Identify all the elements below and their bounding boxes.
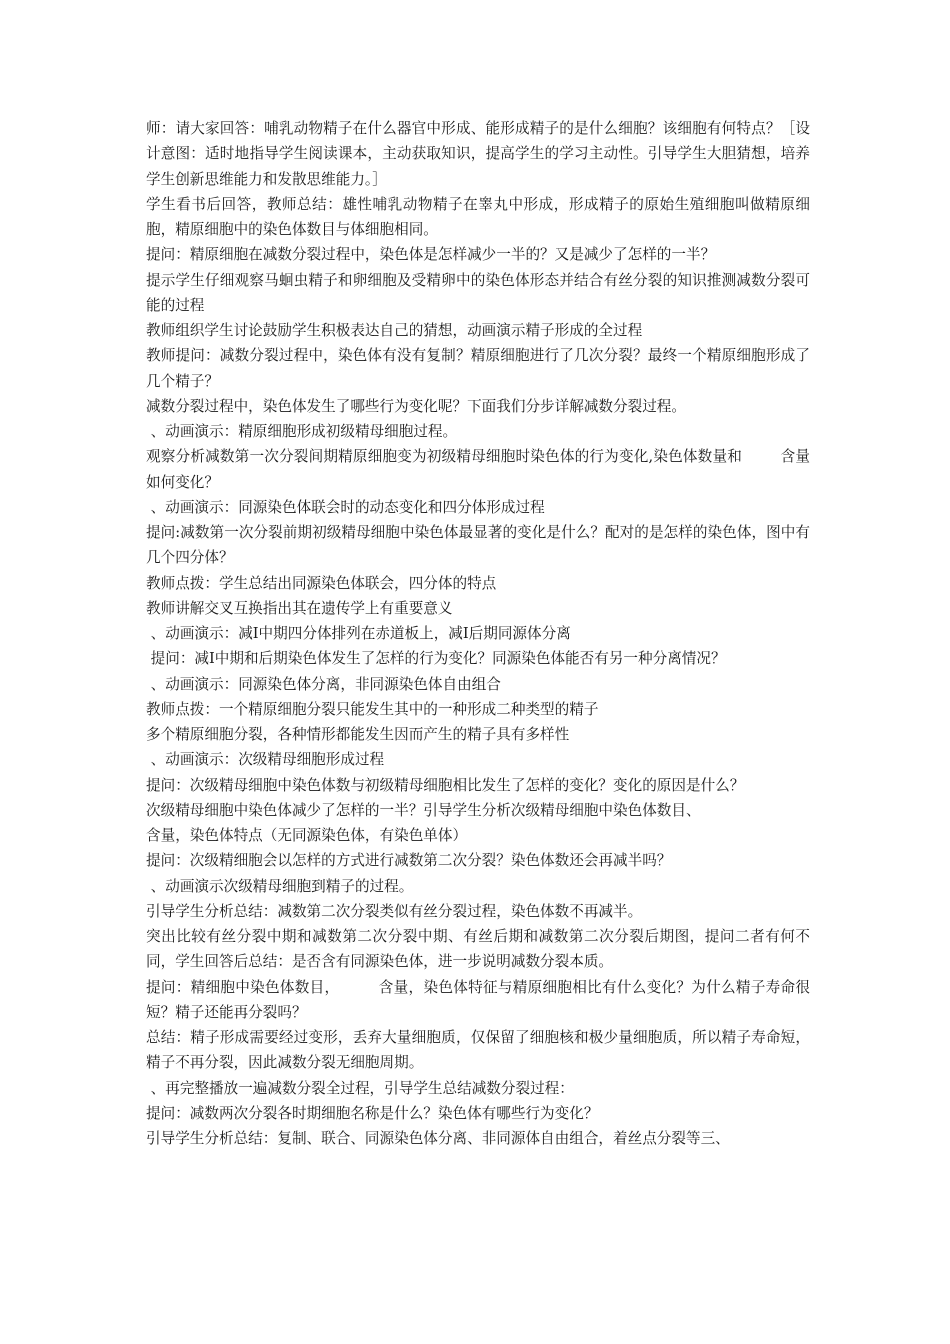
paragraph: 、动画演示：次级精母细胞形成过程	[146, 751, 385, 769]
paragraph: 学生看书后回答，教师总结：雄性哺乳动物精子在睾丸中形成，形成精子的原始生殖细胞叫做精原细胞，精原细胞中的染色体数目与体细胞相同。	[146, 195, 810, 238]
paragraph: 减数分裂过程中，染色体发生了哪些行为变化呢？下面我们分步详解减数分裂过程。	[146, 397, 686, 415]
paragraph: 、动画演示：减Ⅰ中期四分体排列在赤道板上，减Ⅰ后期同源体分离	[146, 625, 571, 642]
paragraph: 提问：减数两次分裂各时期细胞名称是什么？染色体有哪些行为变化？	[146, 1104, 599, 1122]
paragraph: 教师点拨：一个精原细胞分裂只能发生其中的一种形成二种类型的精子	[146, 700, 599, 718]
paragraph: 多个精原细胞分裂，各种情形都能发生因而产生的精子具有多样性	[146, 726, 570, 743]
paragraph: 、动画演示：精原细胞形成初级精母细胞过程。	[146, 423, 458, 440]
paragraph: 引导学生分析总结：复制、联合、同源染色体分离、非同源体自由组合，着丝点分裂等三、	[146, 1130, 730, 1147]
paragraph: 提问：次级精母细胞中染色体数与初级精母细胞相比发生了怎样的变化？变化的原因是什么？	[146, 776, 745, 794]
paragraph: 引导学生分析总结：减数第二次分裂类似有丝分裂过程，染色体数不再减半。	[146, 902, 643, 920]
paragraph: 教师组织学生讨论鼓励学生积极表达自己的猜想，动画演示精子形成的全过程	[146, 322, 643, 339]
paragraph: 、动画演示：同源染色体分离，非同源染色体自由组合	[146, 675, 501, 693]
paragraph: 观察分析减数第一次分裂间期精原细胞变为初级精母细胞时染色体的行为变化,染色体数量和 含量如何变化？	[146, 448, 810, 491]
paragraph: 提问：精细胞中染色体数目， 含量，染色体特征与精原细胞相比有什么变化？为什么精子寿命很短？精子还能再分裂吗？	[146, 978, 810, 1021]
paragraph: 提示学生仔细观察马蛔虫精子和卵细胞及受精卵中的染色体形态并结合有丝分裂的知识推测减数分裂可能的过程	[146, 271, 810, 314]
paragraph: 提问：减Ⅰ中期和后期染色体发生了怎样的行为变化？同源染色体能否有另一种分离情况？	[146, 650, 726, 668]
paragraph: 突出比较有丝分裂中期和减数第二次分裂中期、有丝后期和减数第二次分裂后期图，提问二者有何不同，学生回答后总结：是否含有同源染色体，进一步说明减数分裂本质。	[146, 928, 810, 971]
paragraph: 师：请大家回答：哺乳动物精子在什么器官中形成、能形成精子的是什么细胞？该细胞有何特点？［设计意图：适时地指导学生阅读课本，主动获取知识，提高学生的学习主动性。引导学生大胆猜想，培养学生创新思维能力和发散思维能力。］	[146, 120, 810, 188]
paragraph: 提问：精原细胞在减数分裂过程中，染色体是怎样减少一半的？又是减少了怎样的一半？	[146, 246, 716, 264]
paragraph: 教师提问：减数分裂过程中，染色体有没有复制？精原细胞进行了几次分裂？最终一个精原细胞形成了几个精子？	[146, 347, 810, 390]
paragraph: 、再完整播放一遍减数分裂全过程，引导学生总结减数分裂过程：	[146, 1079, 574, 1097]
paragraph: 次级精母细胞中染色体减少了怎样的一半？引导学生分析次级精母细胞中染色体数目、	[146, 801, 701, 819]
paragraph: 教师点拨：学生总结出同源染色体联会，四分体的特点	[146, 574, 497, 592]
document-body	[146, 116, 810, 1151]
paragraph: 教师讲解交叉互换指出其在遗传学上有重要意义	[146, 599, 453, 617]
paragraph: 总结：精子形成需要经过变形，丢弃大量细胞质，仅保留了细胞核和极少量细胞质，所以精子寿命短，精子不再分裂，因此减数分裂无细胞周期。	[146, 1029, 810, 1072]
paragraph: 、动画演示次级精母细胞到精子的过程。	[146, 877, 414, 895]
paragraph: 、动画演示：同源染色体联会时的动态变化和四分体形成过程	[146, 498, 545, 516]
paragraph: 提问：次级精细胞会以怎样的方式进行减数第二次分裂？染色体数还会再减半吗？	[146, 852, 672, 870]
paragraph: 含量，染色体特点（无同源染色体，有染色单体）	[146, 827, 468, 844]
paragraph: 提问:减数第一次分裂前期初级精母细胞中染色体最显著的变化是什么？配对的是怎样的染色体，图中有几个四分体？	[146, 524, 810, 567]
